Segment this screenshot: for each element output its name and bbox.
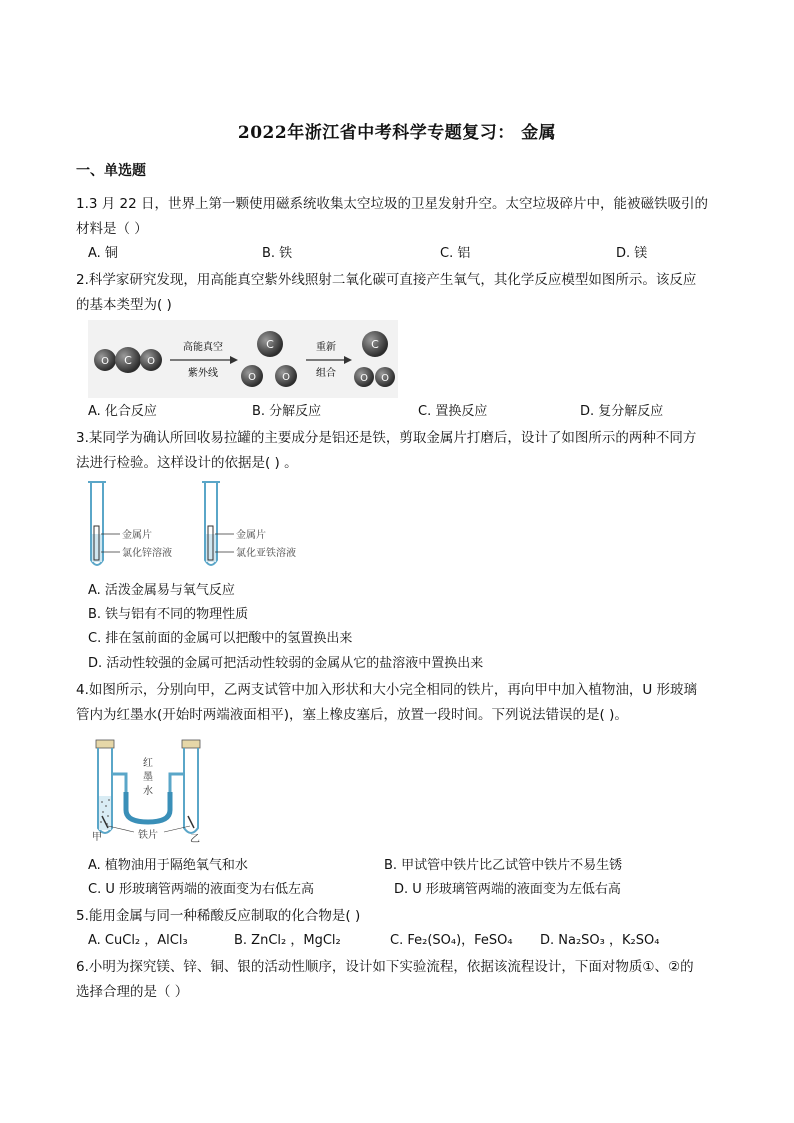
svg-text:O: O bbox=[101, 356, 109, 367]
q1-option-b: B. 铁 bbox=[262, 246, 293, 261]
q5-option-c: C. Fe₂(SO₄)，FeSO₄ bbox=[390, 933, 513, 948]
svg-text:O: O bbox=[248, 372, 256, 383]
q5-stem: 5.能用金属与同一种稀酸反应制取的化合物是( ) bbox=[76, 908, 361, 924]
q4-option-a: A. 植物油用于隔绝氧气和水 bbox=[88, 858, 248, 873]
q5-option-d: D. Na₂SO₃ ，K₂SO₄ bbox=[540, 933, 660, 948]
q1-stem-line1: 1.3 月 22 日，世界上第一颗使用磁系统收集太空垃圾的卫星发射升空。太空垃圾碎片中，能被磁铁吸引的 bbox=[76, 196, 709, 212]
label-yi: 乙 bbox=[190, 834, 200, 844]
q6-stem-line2: 选择合理的是（ ） bbox=[76, 984, 189, 1000]
q3-stem-line2: 法进行检验。这样设计的依据是( ) 。 bbox=[76, 455, 298, 471]
q3-option-b: B. 铁与铝有不同的物理性质 bbox=[88, 607, 249, 622]
label-jia: 甲 bbox=[92, 832, 102, 843]
q2-option-d: D. 复分解反应 bbox=[580, 404, 664, 419]
q2-reaction-model-figure bbox=[88, 320, 398, 398]
arrow1-label-top: 高能真空 bbox=[183, 342, 223, 353]
q2-option-c: C. 置换反应 bbox=[418, 404, 488, 419]
svg-text:C: C bbox=[266, 338, 274, 351]
q4-stem-line2: 管内为红墨水(开始时两端液面相平)，塞上橡皮塞后，放置一段时间。下列说法错误的是( )。 bbox=[76, 707, 628, 723]
arrow2-label-bottom: 组合 bbox=[316, 368, 336, 379]
svg-text:墨: 墨 bbox=[143, 772, 153, 783]
q2-stem-line1: 2.科学家研究发现，用高能真空紫外线照射二氧化碳可直接产生氧气，其化学反应模型如图所示。该反应 bbox=[76, 272, 697, 288]
q4-u-tube-figure bbox=[86, 736, 216, 844]
q4-option-c: C. U 形玻璃管两端的液面变为右低左高 bbox=[88, 882, 314, 897]
svg-text:O: O bbox=[360, 373, 368, 384]
arrow2-label-top: 重新 bbox=[316, 342, 336, 353]
label-metal-2: 金属片 bbox=[236, 530, 266, 541]
svg-text:O: O bbox=[147, 356, 155, 367]
svg-text:C: C bbox=[371, 338, 379, 351]
q2-option-a: A. 化合反应 bbox=[88, 404, 157, 419]
q1-option-d: D. 镁 bbox=[616, 246, 648, 261]
q2-stem-line2: 的基本类型为( ) bbox=[76, 297, 172, 313]
label-iron: 铁片 bbox=[138, 830, 158, 841]
svg-text:水: 水 bbox=[143, 786, 153, 797]
section-heading: 一、单选题 bbox=[76, 163, 146, 179]
q5-option-b: B. ZnCl₂ ，MgCl₂ bbox=[234, 933, 341, 948]
page-title: 2022年浙江省中考科学专题复习： 金属 bbox=[237, 123, 557, 143]
q3-test-tubes-figure bbox=[84, 478, 334, 574]
q2-option-b: B. 分解反应 bbox=[252, 404, 322, 419]
label-solution-2: 氯化亚铁溶液 bbox=[236, 548, 296, 559]
q3-option-c: C. 排在氢前面的金属可以把酸中的氢置换出来 bbox=[88, 631, 353, 646]
q1-option-c: C. 铝 bbox=[440, 246, 471, 261]
co2-molecule bbox=[94, 347, 162, 373]
q1-stem-line2: 材料是（ ） bbox=[76, 221, 148, 237]
svg-text:红: 红 bbox=[143, 758, 153, 769]
q3-stem-line1: 3.某同学为确认所回收易拉罐的主要成分是铝还是铁，剪取金属片打磨后，设计了如图所示的两种不同方 bbox=[76, 430, 697, 446]
svg-text:C: C bbox=[124, 354, 132, 367]
q5-option-a: A. CuCl₂ ，AlCl₃ bbox=[88, 933, 188, 948]
arrow1-label-bottom: 紫外线 bbox=[188, 368, 218, 379]
q3-option-d: D. 活动性较强的金属可把活动性较弱的金属从它的盐溶液中置换出来 bbox=[88, 656, 484, 671]
svg-text:O: O bbox=[282, 372, 290, 383]
q4-option-d: D. U 形玻璃管两端的液面变为左低右高 bbox=[394, 882, 621, 897]
q1-option-a: A. 铜 bbox=[88, 246, 118, 261]
q3-option-a: A. 活泼金属易与氧气反应 bbox=[88, 583, 235, 598]
q4-stem-line1: 4.如图所示，分别向甲，乙两支试管中加入形状和大小完全相同的铁片，再向甲中加入植物油，U 形玻璃 bbox=[76, 682, 698, 698]
q4-option-b: B. 甲试管中铁片比乙试管中铁片不易生锈 bbox=[384, 858, 623, 873]
label-solution-1: 氯化锌溶液 bbox=[122, 548, 172, 559]
label-metal-1: 金属片 bbox=[122, 530, 152, 541]
q6-stem-line1: 6.小明为探究镁、锌、铜、银的活动性顺序，设计如下实验流程，依据该流程设计，下面对物质①、②的 bbox=[76, 959, 694, 975]
svg-text:O: O bbox=[381, 373, 389, 384]
